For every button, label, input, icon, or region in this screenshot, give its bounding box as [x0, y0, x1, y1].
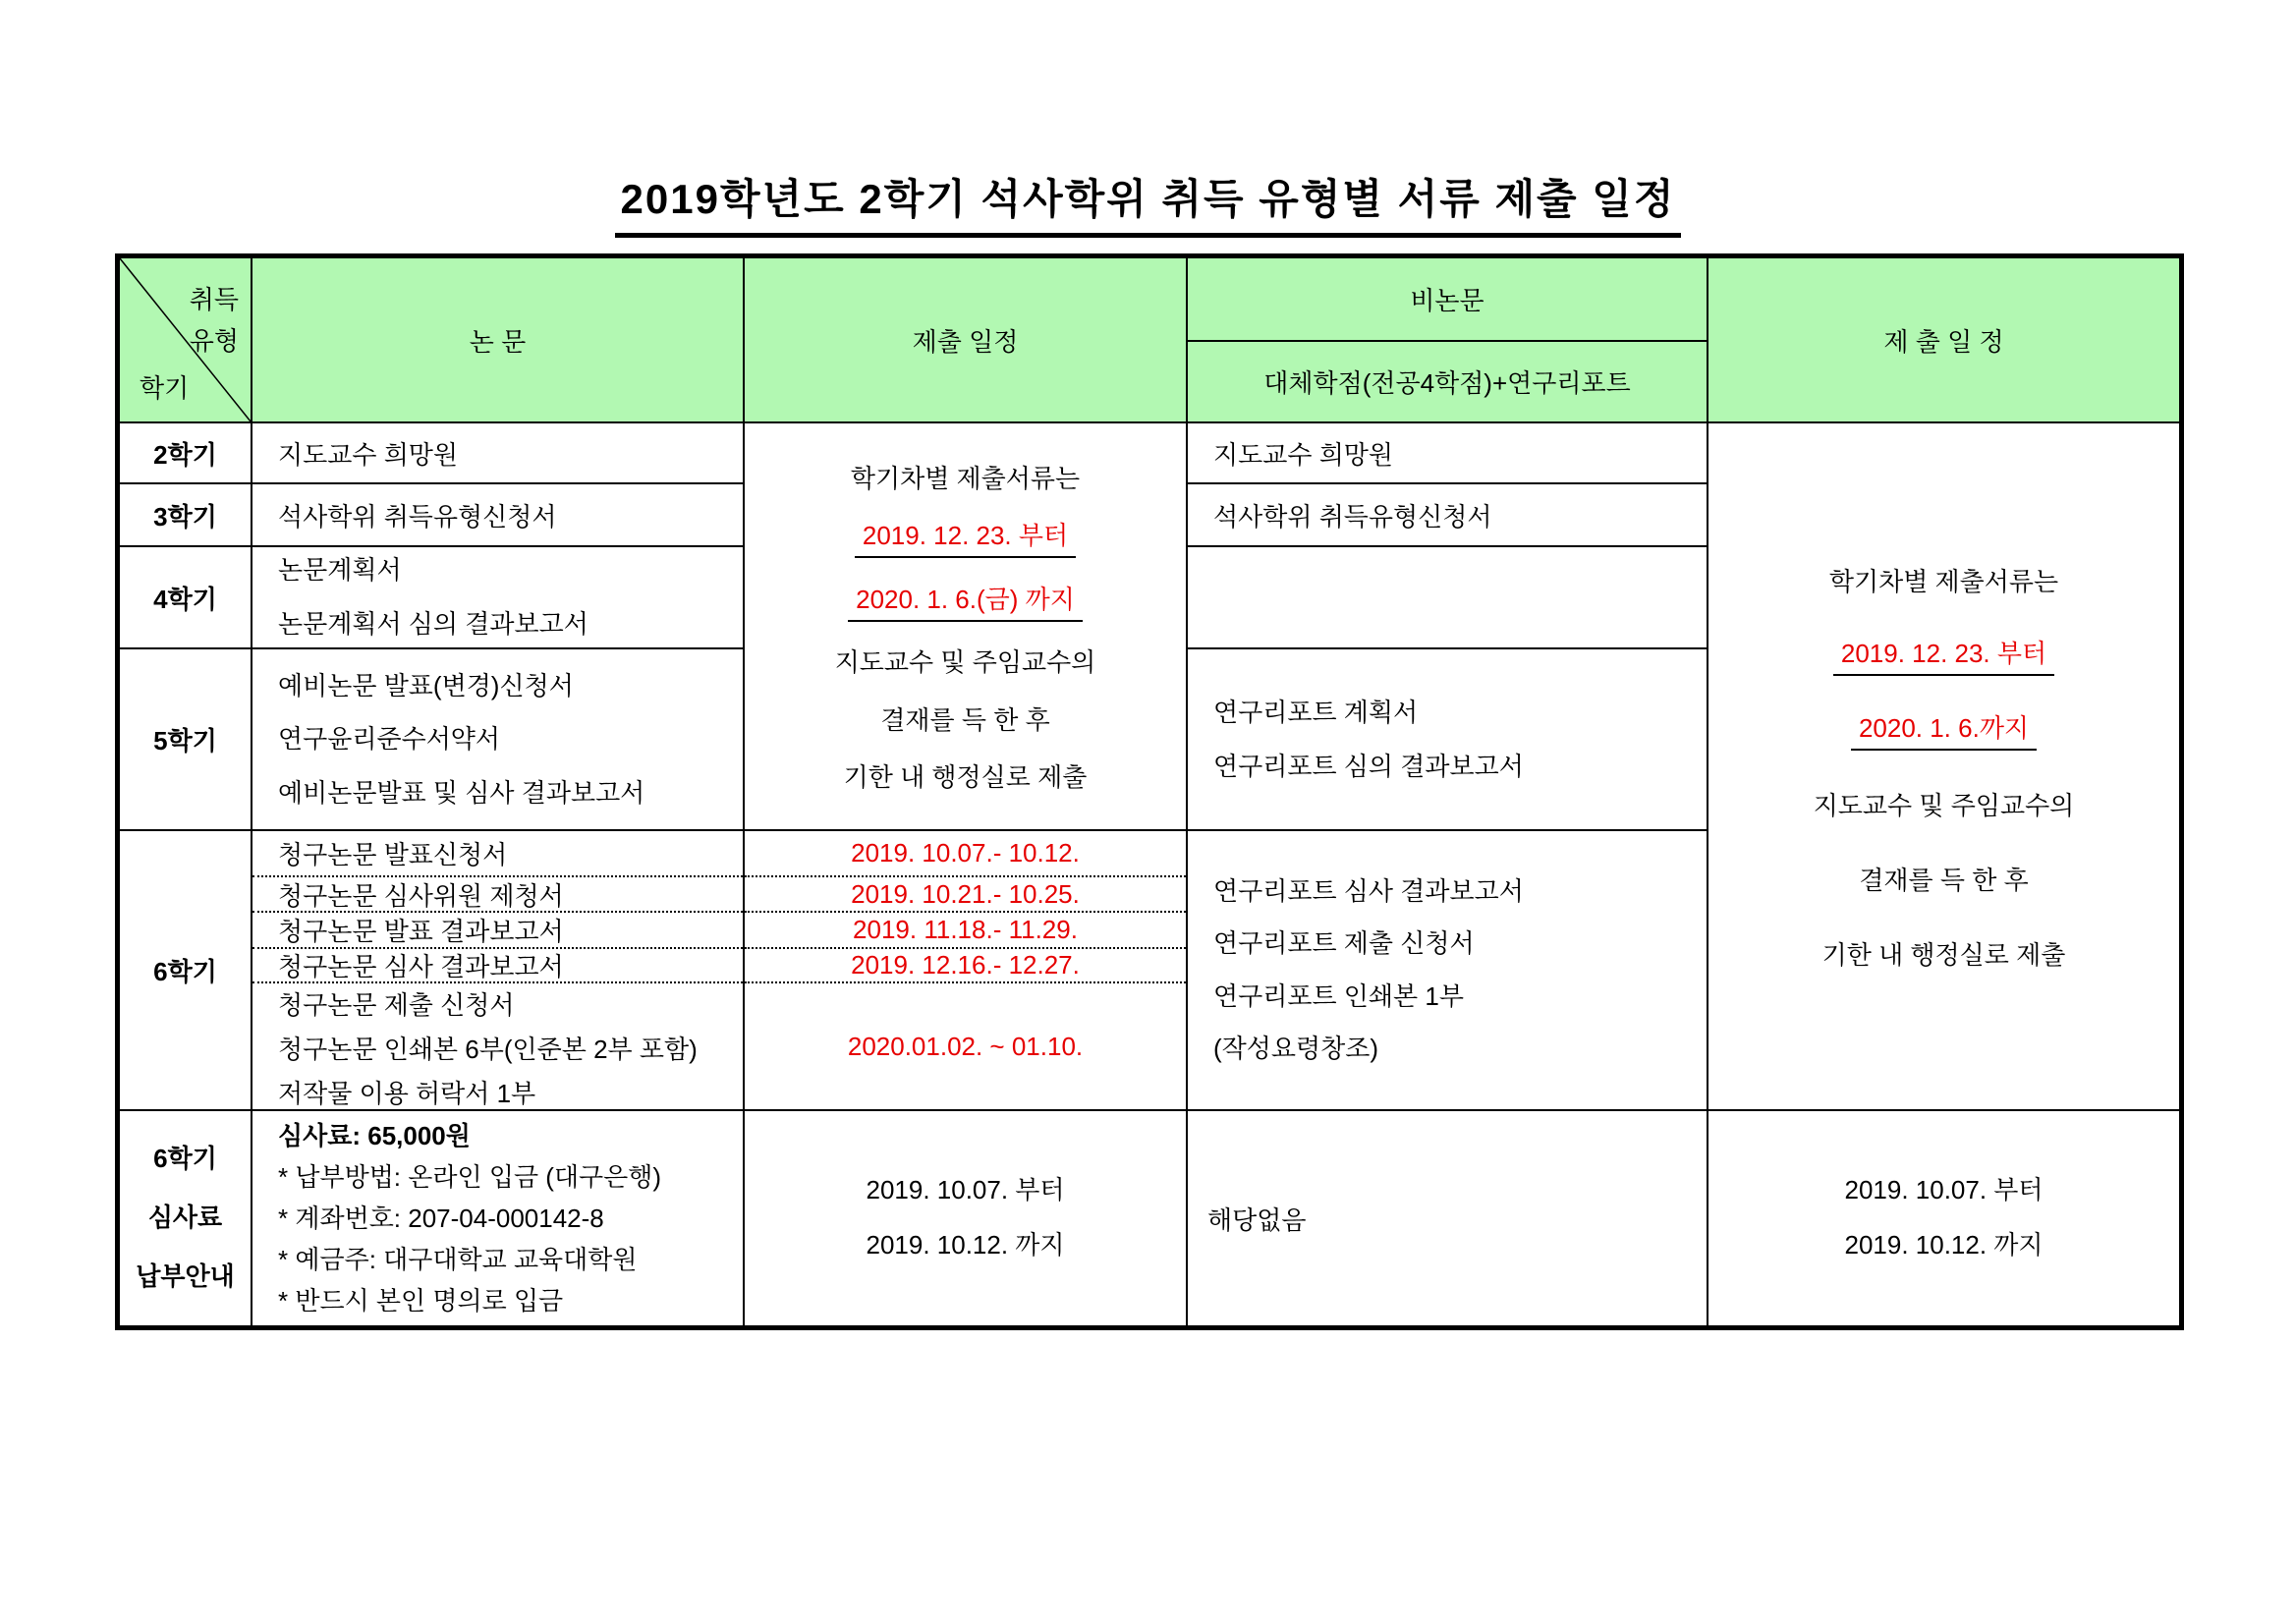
sem6-schedule-item4	[745, 949, 1186, 983]
cell-sem3-nonthesis	[1187, 483, 1708, 546]
sem6-nonthesis-line3: 연구리포트 인쇄본 1부	[1213, 980, 1464, 1011]
schedule-table	[115, 253, 2184, 1330]
cell-sem6-schedule	[744, 830, 1187, 1110]
header-schedule-right	[1708, 257, 2180, 422]
sched-right-intro: 학기차별 제출서류는	[1828, 566, 2059, 596]
sem5-thesis-line2: 연구윤리준수서약서	[278, 724, 501, 755]
sched-left-line3: 지도교수 및 주임교수의	[834, 647, 1096, 678]
header-thesis	[252, 257, 744, 422]
cell-schedule-left-merged	[744, 422, 1187, 830]
label-sem3-text: 3학기	[153, 501, 217, 532]
fee-schedule-from: 2019. 10.07. 부터	[866, 1175, 1065, 1205]
sem6-nonthesis-line1: 연구리포트 심사 결과보고서	[1213, 875, 1524, 906]
cell-fee-thesis	[252, 1110, 744, 1326]
sem2-thesis-text: 지도교수 희망원	[278, 439, 459, 470]
sched-right-line3: 지도교수 및 주임교수의	[1813, 790, 2075, 820]
cell-sem5-thesis	[252, 648, 744, 830]
sched-left-intro: 학기차별 제출서류는	[850, 463, 1081, 493]
corner-semester: 학기	[140, 373, 190, 403]
label-sem3	[119, 483, 252, 546]
fee-method: * 납부방법: 온라인 입금 (대구은행)	[278, 1161, 662, 1192]
label-sem5	[119, 648, 252, 830]
sem6-thesis-final-line3: 저작물 이용 허락서 1부	[278, 1078, 536, 1108]
sem3-thesis-text: 석사학위 취득유형신청서	[278, 501, 557, 532]
header-corner-cell	[119, 257, 252, 422]
page-title-row	[0, 167, 2296, 238]
header-schedule-left-label: 제출 일정	[912, 326, 1019, 357]
header-non-thesis-label: 비논문	[1410, 286, 1484, 315]
sem6-schedule-item2	[745, 877, 1186, 913]
sem3-nonthesis-text: 석사학위 취득유형신청서	[1213, 501, 1492, 532]
sem6-thesis-item2-text: 청구논문 심사위원 제청서	[278, 880, 564, 911]
sched-right-line4: 결재를 득 한 후	[1859, 865, 2029, 895]
sem6-schedule-item2-text: 2019. 10.21.- 10.25.	[851, 878, 1080, 909]
sem6-schedule-item3	[745, 913, 1186, 949]
sched-right-line3-row	[1814, 766, 2075, 841]
label-sem4	[119, 546, 252, 648]
fee-note: * 반드시 본인 명의로 입금	[278, 1286, 564, 1316]
label-sem4-text: 4학기	[153, 584, 217, 614]
header-non-thesis-sub-label: 대체학점(전공4학점)+연구리포트	[1263, 368, 1631, 398]
fee-account-holder: * 예금주: 대구대학교 교육대학원	[278, 1245, 638, 1275]
cell-fee-schedule	[744, 1110, 1187, 1326]
cell-sem4-nonthesis-empty	[1187, 546, 1708, 648]
sched-right-date-to: 2020. 1. 6.까지	[1851, 708, 2037, 751]
cell-sem2-thesis	[252, 422, 744, 483]
sem4-thesis-line2: 논문계획서 심의 결과보고서	[278, 609, 588, 639]
sem5-nonthesis-line2: 연구리포트 심의 결과보고서	[1213, 751, 1524, 781]
sched-left-line5: 기한 내 행정실로 제출	[843, 762, 1088, 793]
corner-acquisition-type-2: 유형	[189, 326, 239, 356]
cell-fee-schedule-right	[1708, 1110, 2180, 1326]
sched-right-line4-row	[1859, 841, 2028, 916]
cell-sem3-thesis	[252, 483, 744, 546]
sched-left-date-to: 2020. 1. 6.(금) 까지	[848, 580, 1083, 622]
label-fee-line1: 6학기	[153, 1144, 217, 1174]
sem6-schedule-item1	[745, 831, 1186, 877]
sem6-schedule-item3-text: 2019. 11.18.- 11.29.	[853, 915, 1078, 944]
label-fee-line2: 심사료	[147, 1203, 223, 1233]
fee-schedule-right-to: 2019. 10.12. 까지	[1844, 1230, 2044, 1260]
sem4-thesis-line1: 논문계획서	[278, 555, 402, 586]
header-non-thesis-sub	[1187, 341, 1708, 422]
fee-account-number: * 계좌번호: 207-04-000142-8	[278, 1203, 604, 1233]
header-thesis-label: 논 문	[469, 326, 527, 357]
header-non-thesis	[1187, 257, 1708, 341]
sem2-nonthesis-text: 지도교수 희망원	[1213, 439, 1394, 470]
label-sem6-text: 6학기	[153, 957, 217, 986]
header-schedule-left	[744, 257, 1187, 422]
label-fee	[119, 1110, 252, 1326]
sem5-nonthesis-line1: 연구리포트 계획서	[1213, 697, 1419, 727]
page-title: 2019학년도 2학기 석사학위 취득 유형별 서류 제출 일정	[615, 167, 1682, 238]
sem6-thesis-final-block	[252, 983, 743, 1110]
label-sem6	[119, 830, 252, 1110]
sem6-thesis-item2	[252, 877, 743, 913]
sem6-thesis-item1-text: 청구논문 발표신청서	[278, 840, 508, 869]
label-sem2-text: 2학기	[153, 439, 217, 470]
label-fee-line3: 납부안내	[136, 1260, 235, 1291]
sched-left-line4: 결재를 득 한 후	[880, 704, 1050, 735]
sem6-schedule-final-text: 2020.01.02. ~ 01.10.	[847, 1031, 1084, 1061]
sem6-thesis-item3-text: 청구논문 발표 결과보고서	[278, 917, 564, 946]
sched-left-date-from: 2019. 12. 23. 부터	[855, 516, 1076, 558]
sem6-schedule-item1-text: 2019. 10.07.- 10.12.	[851, 838, 1080, 868]
sem6-thesis-item3	[252, 913, 743, 949]
sem6-thesis-item4	[252, 949, 743, 983]
sched-right-date-from: 2019. 12. 23. 부터	[1833, 634, 2054, 676]
label-sem5-text: 5학기	[153, 726, 217, 756]
fee-amount: 심사료: 65,000원	[278, 1120, 471, 1150]
sem5-thesis-line3: 예비논문발표 및 심사 결과보고서	[278, 777, 645, 808]
fee-schedule-to: 2019. 10.12. 까지	[866, 1230, 1065, 1260]
sem6-thesis-final-line1: 청구논문 제출 신청서	[278, 990, 515, 1020]
cell-sem4-thesis	[252, 546, 744, 648]
cell-sem2-nonthesis	[1187, 422, 1708, 483]
header-schedule-right-label: 제 출 일 정	[1883, 326, 2004, 357]
sem6-schedule-final	[745, 983, 1186, 1109]
sem5-thesis-line1: 예비논문 발표(변경)신청서	[278, 670, 574, 700]
sched-right-line5-row	[1822, 916, 2066, 990]
cell-sem6-thesis	[252, 830, 744, 1110]
sched-right-from-row	[1833, 617, 2054, 692]
sched-right-to-row	[1851, 692, 2037, 766]
corner-acquisition-type-1: 취득	[189, 285, 239, 314]
fee-nonthesis-text: 해당없음	[1207, 1204, 1307, 1235]
sem6-nonthesis-line4: (작성요령창조)	[1213, 1033, 1379, 1063]
sched-right-intro-row	[1829, 542, 2058, 617]
sched-right-line5: 기한 내 행정실로 제출	[1821, 939, 2066, 970]
fee-schedule-right-from: 2019. 10.07. 부터	[1844, 1175, 2044, 1205]
cell-schedule-right-merged	[1708, 422, 2180, 1110]
sem6-thesis-item4-text: 청구논문 심사 결과보고서	[278, 952, 564, 981]
sem6-nonthesis-line2: 연구리포트 제출 신청서	[1213, 928, 1475, 959]
cell-sem5-nonthesis	[1187, 648, 1708, 830]
cell-fee-nonthesis	[1187, 1110, 1708, 1326]
sem6-thesis-item1	[252, 831, 743, 877]
cell-sem6-nonthesis	[1187, 830, 1708, 1110]
label-sem2	[119, 422, 252, 483]
sem6-thesis-final-line2: 청구논문 인쇄본 6부(인준본 2부 포함)	[278, 1034, 698, 1064]
sem6-schedule-item4-text: 2019. 12.16.- 12.27.	[851, 950, 1080, 980]
